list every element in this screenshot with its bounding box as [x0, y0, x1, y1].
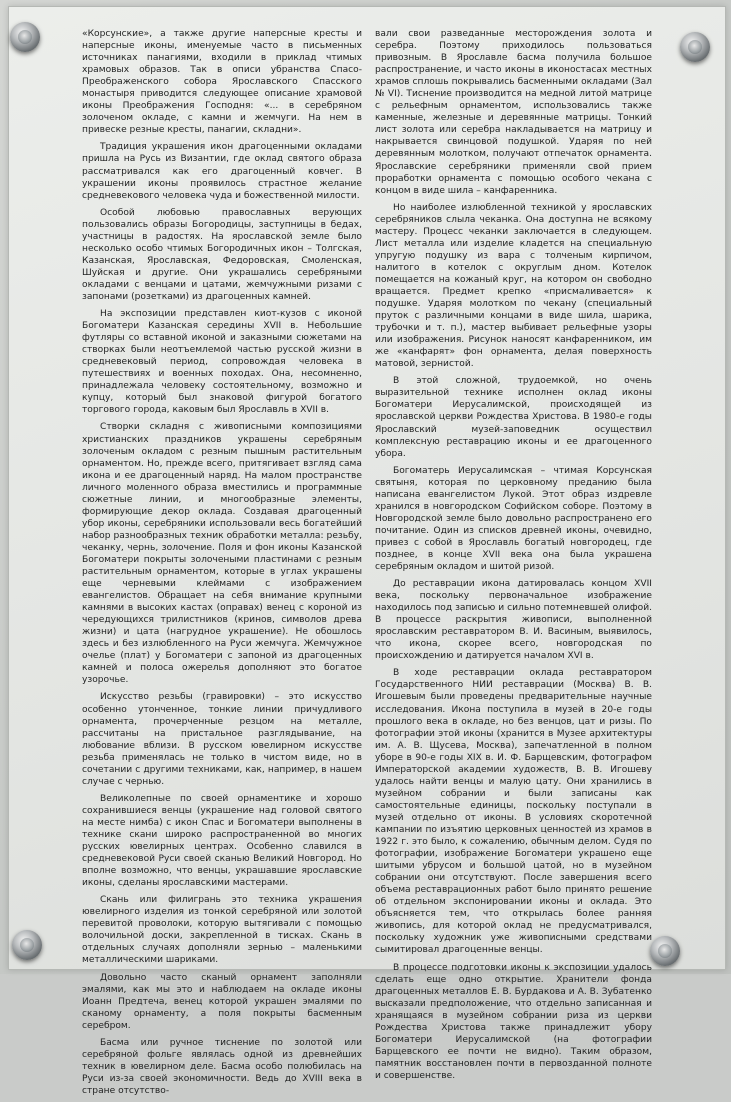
paragraph: В ходе реставрации оклада реставратором Государственного НИИ реставрации (Москва) В. В. Игошевым были проведены предварительные научные исследования. Икона поступила в музей в 20-е годы прошлого века в окладе, но без венцов, цат и ризы. По фотографии этой иконы (хранится в Музее архитектуры им. А. В. Щусева, Москва), запечатленной в полном уборе в 90-е годы XIX в. И. Ф. Барщевским, фотографом Императорской академии художеств, В. В. Игошеву удалось найти венцы и малую цату. Они хранились в музейном собрании и были записаны как самостоятельные единицы, поскольку поступали в музей отдельно от иконы. В условиях скоротечной кампании по изъятию церковных ценностей из храмов в 1922 г. это было, к сожалению, обычным делом. Судя по фотографии, изображение Богоматери украшено еще шитыми убрусом и большой цатой, но в музейном собрании они отсутствуют. После завершения всего объема реставрационных работ было принято решение об отдельном экспонировании иконы и оклада. Это объясняется тем, что открылась более ранняя живопись, для которой оклад не предусматривался, поскольку художник уже живописными средствами сымитировал драгоценные венцы.	[375, 668, 652, 956]
paragraph: Но наиболее излюбленной техникой у ярославских серебряников слыла чеканка. Она доступна не всякому мастеру. Процесс чеканки заключается в следующем. Лист металла или изделие кладется на специальную упругую подушку из вара с толченым кирпичом, налитого в котелок с округлым дном. Котелок помещается на кожаный круг, на котором он свободно вращается. Предмет крепко «присмаливается» к подушке. Ударяя молотком по чекану (специальный пруток с различными концами в виде шила, шарика, трубочки и т. п.), мастер выбивает рельефные узоры или изображения. Рисунок наносят канфаренником, им же «канфарят» фон орнамента, делая поверхность матовой, зернистой.	[375, 202, 652, 370]
paragraph: «Корсунские», а также другие наперсные кресты и наперсные иконы, именуемые часто в письменных источниках панагиями, входили в приклад чтимых храмовых образов. Так в описи убранства Спасо-Преображенского собора Ярославского Спасского монастыря приводится следующее описание храмовой иконы Преображения Господня: «... в серебряном золоченом окладе, с камни и жемчуги. На нем в привеске резные кресты, панагии, складни».	[82, 29, 362, 136]
paragraph: Богоматерь Иерусалимская – чтимая Корсунская святыня, которая по церковному преданию была написана евангелистом Лукой. Этот образ издревле хранился в новгородском Софийском соборе. Поэтому в Новгородской земле было довольно распространено его почитание. Один из списков древней иконы, очевидно, привез с собой в Ярославль богатый новгородец, где позднее, в конце XVII века она была украшена серебряным окладом и шитой ризой.	[375, 465, 652, 573]
paragraph: вали свои разведанные месторождения золота и серебра. Поэтому приходилось пользоваться привозным. В Ярославле басма получила большое распространение, и часто иконы в иконостасах местных храмов сплошь покрывались басменными окладами (Зал № VI). Тиснение производится на медной литой матрице с рельефным орнаментом, использовались также каменные, железные и деревянные матрицы. Тонкий лист золота или серебра накладывается на матрицу и накрывается свинцовой подушкой. Ударяя по ней деревянным молотком, получают отпечаток орнамента. Ярославские серебряники применяли свой прием проработки орнамента с помощью особого чекана с концом в виде шила – канфаренника.	[375, 29, 652, 196]
paragraph: На экспозиции представлен киот-кузов с иконой Богоматери Казанская середины XVII в. Небольшие футляры со вставной иконой и заказными сюжетами на створках были неотъемлемой частью русской жизни в средневековый период, сопровождая человека в путешествиях и военных походах. Она, несомненно, принадлежала человеку состоятельному, возможно и купцу, который был знаковой фигурой богатого торгового города, каковым был Ярославль в XVII в.	[82, 309, 362, 416]
paragraph: Традиция украшения икон драгоценными окладами пришла на Русь из Византии, где оклад святого образа рассматривался как его драгоценный ковчег. В украшении иконы проявилось страстное желание средневекового человека чуда и божественной милости.	[82, 142, 362, 201]
paragraph: Довольно часто сканый орнамент заполняли эмалями, как мы это и наблюдаем на окладе иконы Иоанн Предтеча, венец которой украшен эмалями по сканому орнаменту, а поля покрыты басменным серебром.	[82, 972, 362, 1031]
left-text-column	[82, 28, 362, 1102]
paragraph: Великолепные по своей орнаментике и хорошо сохранившиеся венцы (украшение над головой святого на месте нимба) с икон Спас и Богоматери выполнены в технике скани широко распространенной во многих русских ювелирных центрах. Особенно славился в средневековой Руси своей сканью Великий Новгород. Но вполне возможно, что венцы, украшавшие ярославские иконы, сделаны ярославскими мастерами.	[82, 793, 362, 889]
paragraph: Створки складня с живописными композициями христианских праздников украшены серебряным золоченым окладом с резным пышным растительным орнаментом. Но, прежде всего, притягивает взгляд сама икона и ее драгоценный наряд. На малом пространстве личного моленного образа вместились и программные сюжетные линии, и многообразные элементы, формирующие декор оклада. Создавая драгоценный убор иконы, серебряники использовали весь богатейший набор разнообразных техник обработки металла: резьбу, чеканку, чернь, золочение. Поля и фон иконы Казанской Богоматери покрыты золочеными пластинами с резным растительным орнаментом, которые в углах украшены еще черневыми клеймами с изображением евангелистов. Обращает на себя внимание крупными камнями в высоких кастах (оправах) венец с короной из чередующихся трилистников (кринов, символов древа жизни) и цата (нагрудное украшение). Не обошлось здесь и без излюбленного на Руси жемчуга. Жемчужное очелье (плат) у Богоматери с запоной из драгоценных камней и полоса ожерелья дополняют это богатое узорочье.	[82, 422, 362, 686]
paragraph: В процессе подготовки иконы к экспозиции удалось сделать еще одно открытие. Хранители фонда драгоценных металлов Е. В. Бурдакова и А. В. Зубатенко высказали предположение, что отдельно записанная и хранящаяся в музейном собрании риза из церкви Рождества Христова также принадлежит убору Богоматери Иерусалимской (на фотографии Барщевского ее почти не видно). Таким образом, памятник восстановлен почти в первозданной полноте и совершенстве.	[375, 962, 652, 1081]
mounting-bolt-icon	[680, 32, 710, 62]
paragraph: В этой сложной, трудоемкой, но очень выразительной технике исполнен оклад иконы Богоматери Иерусалимской, происходящей из ярославской церкви Рождества Христова. В 1980-е годы Ярославский музей-заповедник осуществил комплексную реставрацию иконы и ее драгоценного убора.	[375, 376, 652, 459]
mounting-bolt-icon	[650, 936, 680, 966]
mounting-bolt-icon	[10, 22, 40, 52]
paragraph: Басма или ручное тиснение по золотой или серебряной фольге являлась одной из древнейших техник в ювелирном деле. Басма особо полюбилась на Руси из-за своей экономичности. Ведь до XVIII века в стране отсутство-	[82, 1037, 362, 1096]
mounting-bolt-icon	[12, 930, 42, 960]
right-text-column	[375, 28, 652, 1087]
paragraph: Скань или филигрань это техника украшения ювелирного изделия из тонкой серебряной или золотой перевитой проволоки, которую вытягивали с помощью волочильной доски, закрепленной в тисках. Скань в отдельных случаях дополняли зернью – маленькими металлическими шариками.	[82, 895, 362, 966]
paragraph: Искусство резьбы (гравировки) – это искусство особенно утонченное, тонкие линии причудливого орнамента, прочерченные резцом на металле, рассчитаны на пристальное разглядывание, на любование вблизи. В русском ювелирном искусстве резьба применялась не только в чистом виде, но в сочетании с другими техниками, как, например, в нашем случае с чернью.	[82, 692, 362, 787]
paragraph: Особой любовью православных верующих пользовались образы Богородицы, заступницы в бедах, участницы в радостях. На ярославской земле было несколько особо чтимых Богородичных икон – Толгская, Казанская, Ярославская, Федоровская, Смоленская, Шуйская и другие. Они украшались серебряными окладами с венцами и цатами, жемчужными ризами с запонами (розетками) из драгоценных камней.	[82, 207, 362, 302]
paragraph: До реставрации икона датировалась концом XVII века, поскольку первоначальное изображение находилось под записью и сильно потемневшей олифой. В процессе раскрытия живописи, выполненной ярославским реставратором В. И. Васиным, выявилось, что икона, скорее всего, новгородская по происхождению и датируется началом XVI в.	[375, 579, 652, 662]
